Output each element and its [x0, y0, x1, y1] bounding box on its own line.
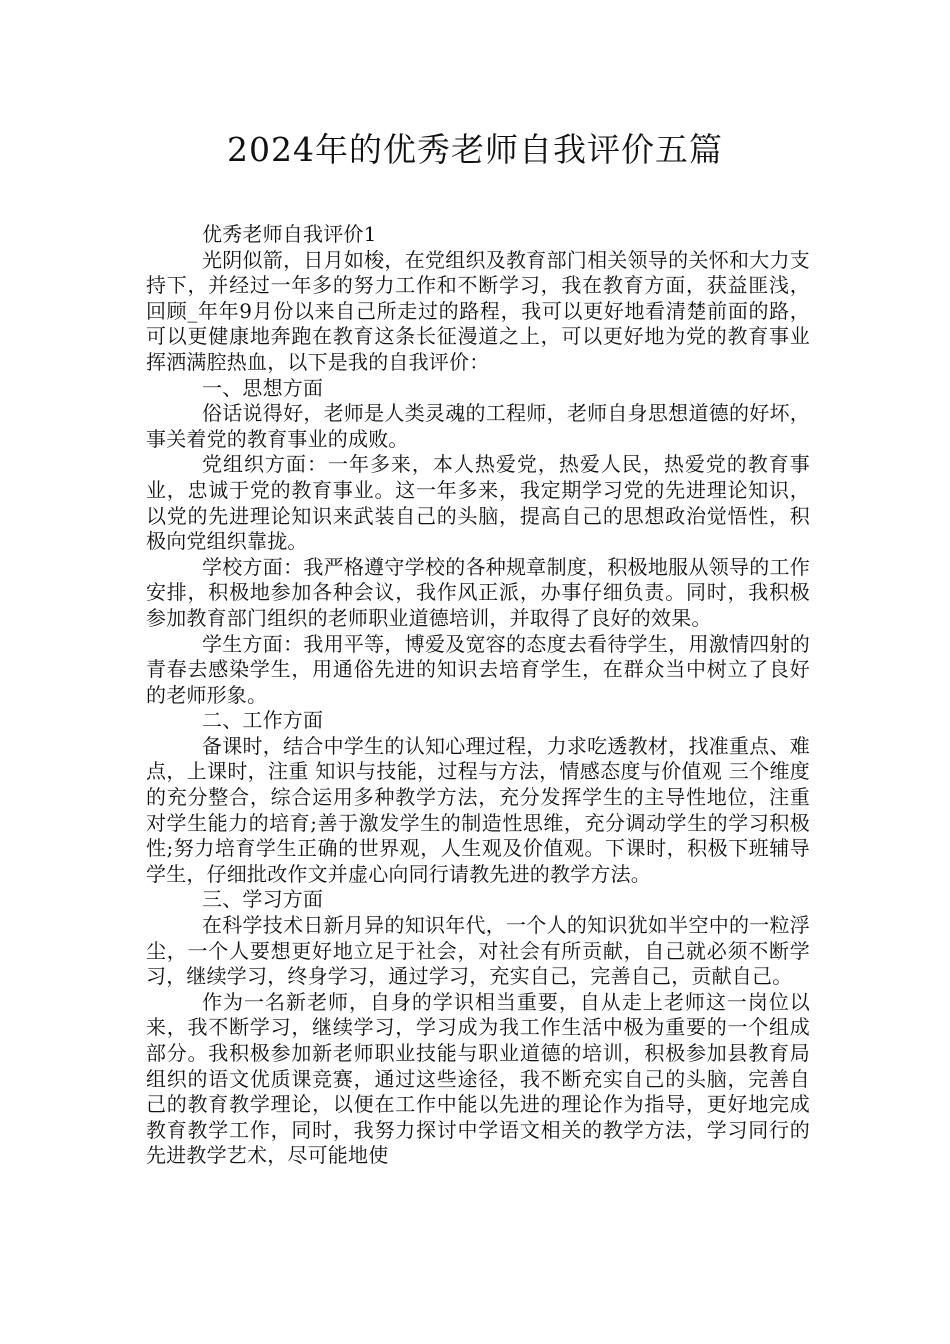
body-paragraph: 作为一名新老师，自身的学识相当重要，自从走上老师这一岗位以来，我不断学习，继续学习，学习成为我工作生活中极为重要的一个组成部分。我积极参加新老师职业技能与职业道德的培训，积极参加县教育局组织的语文优质课竞赛，通过这些途径，我不断充实自己的头脑，完善自己的教育教学理论，以便在工作中能以先进的理论作为指导，更好地完成教育教学工作，同时，我努力探讨中学语文相关的教学方法，学习同行的先进教学艺术，尽可能地使 [146, 989, 810, 1168]
body-paragraph: 备课时，结合中学生的认知心理过程，力求吃透教材，找准重点、难点，上课时，注重 知识与技能，过程与方法，情感态度与价值观 三个维度的充分整合，综合运用多种教学方法，充分发挥学生的主导性地位，注重对学生能力的培育;善于激发学生的制造性思维，充分调动学生的学习积极性;努力培育学生正确的世界观，人生观及价值观。下课时，积极下班辅导学生，仔细批改作文并虚心向同行请教先进的教学方法。 [146, 733, 810, 886]
body-paragraph: 学生方面：我用平等，博爱及宽容的态度去看待学生，用激情四射的青春去感染学生，用通俗先进的知识去培育学生，在群众当中树立了良好的老师形象。 [146, 631, 810, 707]
body-paragraph: 俗话说得好，老师是人类灵魂的工程师，老师自身思想道德的好坏，事关着党的教育事业的成败。 [146, 401, 810, 451]
section-heading: 三、学习方面 [202, 887, 324, 912]
section-heading: 一、思想方面 [202, 375, 324, 400]
body-paragraph: 学校方面：我严格遵守学校的各种规章制度，积极地服从领导的工作安排，积极地参加各种会议，我作风正派，办事仔细负责。同时，我积极参加教育部门组织的老师职业道德培训，并取得了良好的效果。 [146, 554, 810, 630]
document-title: 2024年的优秀老师自我评价五篇 [227, 130, 723, 169]
body-paragraph: 党组织方面：一年多来，本人热爱党，热爱人民，热爱党的教育事业，忠诚于党的教育事业。这一年多来，我定期学习党的先进理论知识，以党的先进理论知识来武装自己的头脑，提高自己的思想政治觉悟性，积极向党组织靠拢。 [146, 452, 810, 554]
document-body [146, 222, 810, 1169]
body-paragraph: 在科学技术日新月异的知识年代，一个人的知识犹如半空中的一粒浮尘，一个人要想更好地立足于社会，对社会有所贡献，自己就必须不断学习，继续学习，终身学习，通过学习，充实自己，完善自己，贡献自己。 [146, 913, 810, 989]
section-heading: 二、工作方面 [202, 708, 324, 733]
body-paragraph: 光阴似箭，日月如梭，在党组织及教育部门相关领导的关怀和大力支持下，并经过一年多的努力工作和不断学习，我在教育方面，获益匪浅，回顾_年年9月份以来自己所走过的路程，我可以更好地看清楚前面的路，可以更健康地奔跑在教育这条长征漫道之上，可以更好地为党的教育事业挥洒满腔热血，以下是我的自我评价： [146, 247, 810, 374]
section-heading: 优秀老师自我评价1 [202, 222, 377, 246]
